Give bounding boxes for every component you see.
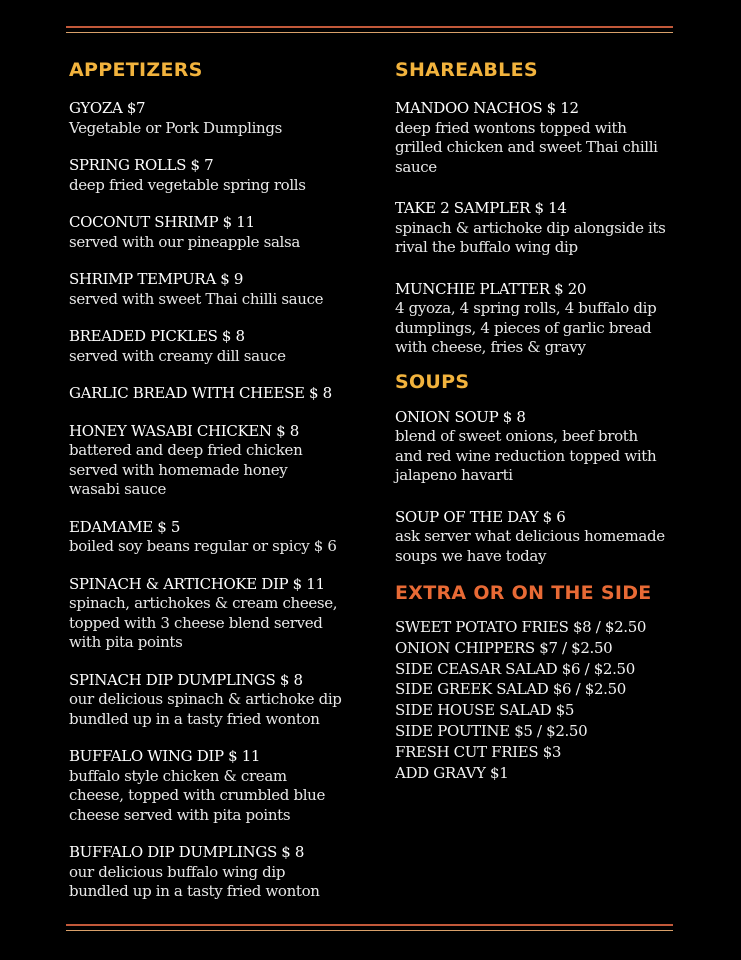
menu-item-name: GYOZA $7 bbox=[69, 99, 146, 117]
menu-item bbox=[69, 156, 369, 195]
menu-item-name: BREADED PICKLES $ 8 bbox=[69, 327, 245, 345]
menu-item-name: MANDOO NACHOS $ 12 bbox=[395, 99, 579, 117]
shareables-list bbox=[395, 99, 695, 358]
appetizers-heading: APPETIZERS bbox=[69, 59, 203, 81]
menu-item bbox=[395, 508, 695, 567]
menu-item-description: bundled up in a tasty fried wonton bbox=[69, 882, 320, 900]
menu-item bbox=[69, 99, 369, 138]
menu-item-description: topped with 3 cheese blend served bbox=[69, 613, 323, 632]
menu-item-description: served with homemade honey bbox=[69, 460, 288, 479]
menu-item-name: BUFFALO WING DIP $ 11 bbox=[69, 747, 261, 765]
extras-heading: EXTRA OR ON THE SIDE bbox=[395, 582, 652, 604]
menu-item-description: soups we have today bbox=[395, 546, 547, 565]
menu-item-name: EDAMAME $ 5 bbox=[69, 517, 181, 536]
menu-item bbox=[69, 843, 369, 902]
menu-item-description: our delicious buffalo wing dip bbox=[69, 862, 286, 881]
shareables-heading: SHAREABLES bbox=[395, 59, 538, 81]
menu-item-description: cheese, topped with crumbled blue bbox=[69, 786, 326, 804]
menu-item-description: bundled up in a tasty fried wonton bbox=[69, 709, 320, 728]
menu-item-description: with cheese, fries & gravy bbox=[395, 338, 586, 356]
menu-item bbox=[69, 384, 369, 404]
menu-item-description: rival the buffalo wing dip bbox=[395, 238, 578, 256]
menu-item-name: GARLIC BREAD WITH CHEESE $ 8 bbox=[69, 384, 332, 402]
menu-item-description: grilled chicken and sweet Thai chilli bbox=[395, 138, 658, 156]
menu-item-description: wasabi sauce bbox=[69, 480, 166, 498]
menu-item-name: TAKE 2 SAMPLER $ 14 bbox=[395, 199, 567, 217]
extras-list bbox=[395, 617, 695, 783]
side-item: SIDE CEASAR SALAD $6 / $2.50 bbox=[395, 659, 635, 678]
menu-item-description: our delicious spinach & artichoke dip bbox=[69, 690, 342, 708]
menu-item bbox=[69, 671, 369, 730]
menu-item-description: with pita points bbox=[69, 633, 183, 651]
side-item: SIDE POUTINE $5 / $2.50 bbox=[395, 721, 588, 740]
menu-item-description: blend of sweet onions, beef broth bbox=[395, 427, 638, 445]
menu-item bbox=[69, 213, 369, 252]
menu-item-description: served with creamy dill sauce bbox=[69, 346, 286, 365]
menu-item bbox=[395, 99, 695, 177]
menu-item bbox=[69, 575, 369, 653]
menu-item-name: COCONUT SHRIMP $ 11 bbox=[69, 213, 255, 231]
menu-item-description: jalapeno havarti bbox=[395, 466, 513, 484]
menu-item-name: SPINACH & ARTICHOKE DIP $ 11 bbox=[69, 574, 325, 593]
menu-item-description: ask server what delicious homemade bbox=[395, 527, 665, 545]
menu-item-name: SOUP OF THE DAY $ 6 bbox=[395, 507, 566, 526]
menu-item-description: battered and deep fried chicken bbox=[69, 441, 303, 459]
menu-item-description: served with our pineapple salsa bbox=[69, 232, 300, 251]
top-divider bbox=[66, 26, 673, 33]
menu-item-description: and red wine reduction topped with bbox=[395, 446, 657, 465]
menu-item-description: deep fried wontons topped with bbox=[395, 118, 627, 137]
menu-item-name: HONEY WASABI CHICKEN $ 8 bbox=[69, 421, 299, 440]
soups-list bbox=[395, 408, 695, 567]
menu-item-name: ONION SOUP $ 8 bbox=[395, 407, 526, 426]
menu-item bbox=[69, 327, 369, 366]
menu-item-description: buffalo style chicken & cream bbox=[69, 766, 287, 785]
menu-item-description: Vegetable or Pork Dumplings bbox=[69, 118, 282, 137]
menu-item-name: MUNCHIE PLATTER $ 20 bbox=[395, 279, 587, 298]
menu-item-name: SPINACH DIP DUMPLINGS $ 8 bbox=[69, 670, 303, 689]
menu-item-description: cheese served with pita points bbox=[69, 805, 291, 824]
menu-item-name: SPRING ROLLS $ 7 bbox=[69, 156, 214, 174]
menu-item bbox=[395, 408, 695, 486]
menu-item-name: BUFFALO DIP DUMPLINGS $ 8 bbox=[69, 843, 305, 861]
menu-item bbox=[69, 518, 369, 557]
menu-item-description: spinach, artichokes & cream cheese, bbox=[69, 594, 338, 612]
menu-item bbox=[69, 422, 369, 500]
side-item: SWEET POTATO FRIES $8 / $2.50 bbox=[395, 618, 647, 636]
side-item: ONION CHIPPERS $7 / $2.50 bbox=[395, 638, 613, 657]
menu-item-description: boiled soy beans regular or spicy $ 6 bbox=[69, 537, 337, 555]
menu-item bbox=[69, 747, 369, 825]
menu-item-description: spinach & artichoke dip alongside its bbox=[395, 218, 666, 237]
appetizers-list bbox=[69, 99, 369, 902]
right-column bbox=[395, 58, 695, 783]
left-column bbox=[69, 58, 369, 902]
soups-heading: SOUPS bbox=[395, 370, 470, 393]
side-item: ADD GRAVY $1 bbox=[395, 763, 509, 782]
side-item: FRESH CUT FRIES $3 bbox=[395, 742, 562, 761]
menu-item-description: dumplings, 4 pieces of garlic bread bbox=[395, 318, 652, 337]
menu-item-name: SHRIMP TEMPURA $ 9 bbox=[69, 270, 244, 288]
menu-item-description: deep fried vegetable spring rolls bbox=[69, 175, 306, 194]
menu-item bbox=[69, 270, 369, 309]
menu-item-description: served with sweet Thai chilli sauce bbox=[69, 289, 324, 308]
side-item: SIDE HOUSE SALAD $5 bbox=[395, 701, 575, 720]
menu-item-description: sauce bbox=[395, 157, 437, 176]
menu-item-description: 4 gyoza, 4 spring rolls, 4 buffalo dip bbox=[395, 299, 657, 317]
menu-item bbox=[395, 199, 695, 258]
menu-item bbox=[395, 280, 695, 358]
bottom-divider bbox=[66, 924, 673, 931]
side-item: SIDE GREEK SALAD $6 / $2.50 bbox=[395, 680, 626, 699]
